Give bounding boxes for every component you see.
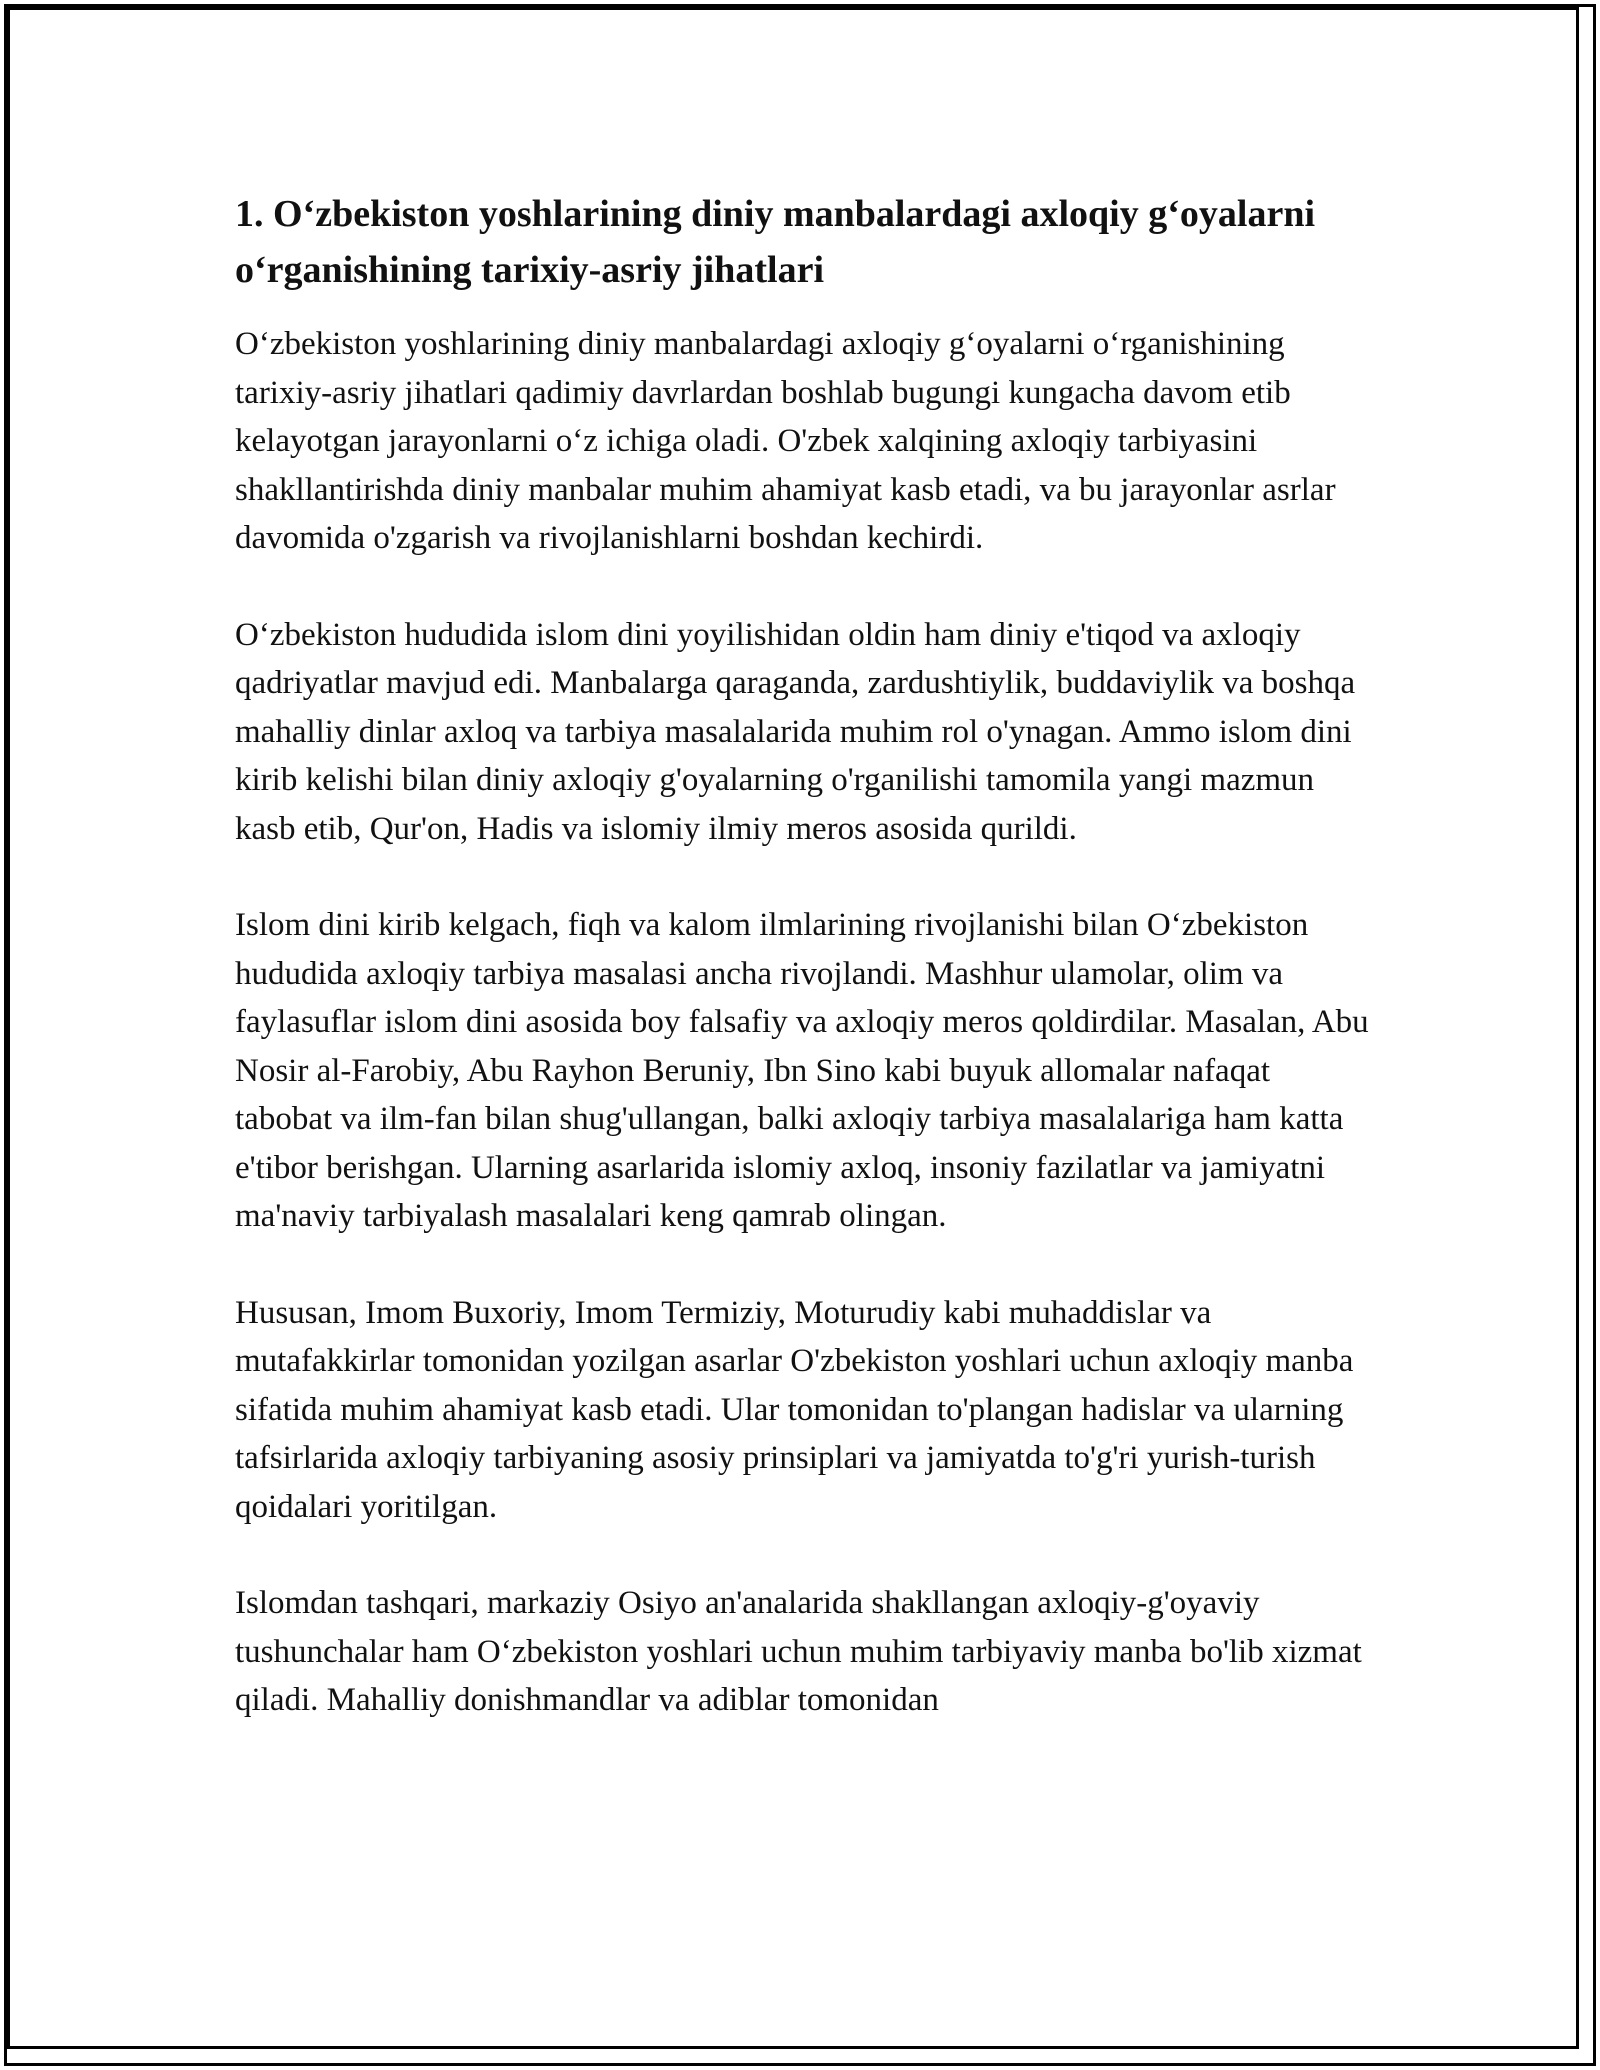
paragraph-5: Islomdan tashqari, markaziy Osiyo an'analarida shakllangan axloqiy-g'oyaviy tushunchalar ham O‘zbekiston yoshlari uchun muhim tarbiyaviy manba bo'lib xizmat qiladi. Mahalliy donishmandlar va adiblar tomonidan — [235, 1585, 1362, 1718]
paragraph-3: Islom dini kirib kelgach, fiqh va kalom ilmlarining rivojlanishi bilan O‘zbekiston hududida axloqiy tarbiya masalasi ancha rivojlandi. Mashhur ulamolar, olim va faylasuflar islom dini asosida boy falsafiy va axloqiy meros qoldirdilar. Masalan, Abu Nosir al-Farobiy, Abu Rayhon Beruniy, Ibn Sino kabi buyuk allomalar nafaqat tabobat va ilm-fan bilan shug'ullangan, balki axloqiy tarbiya masalalariga ham katta e'tibor berishgan. Ularning asarlarida islomiy axloq, insoniy fazilatlar va jamiyatni ma'naviy tarbiyalash masalalari keng qamrab olingan. — [235, 907, 1369, 1234]
section-heading: 1. O‘zbekiston yoshlarining diniy manbalardagi axloqiy g‘oyalarni o‘rganishining tarixiy-asriy jihatlari — [235, 193, 1316, 291]
paragraph-1: O‘zbekiston yoshlarining diniy manbalardagi axloqiy g‘oyalarni o‘rganishining tarixiy-asriy jihatlari qadimiy davrlardan boshlab bugungi kungacha davom etib kelayotgan jarayonlarni o‘z ichiga oladi. O'zbek xalqining axloqiy tarbiyasini shakllantirishda diniy manbalar muhim ahamiyat kasb etadi, va bu jarayonlar asrlar davomida o'zgarish va rivojlanishlarni boshdan kechirdi. — [235, 326, 1336, 556]
paragraph-4: Hususan, Imom Buxoriy, Imom Termiziy, Moturudiy kabi muhaddislar va mutafakkirlar tomonidan yozilgan asarlar O'zbekiston yoshlari uchun axloqiy manba sifatida muhim ahamiyat kasb etadi. Ular tomonidan to'plangan hadislar va ularning tafsirlarida axloqiy tarbiyaning asosiy prinsiplari va jamiyatda to'g'ri yurish-turish qoidalari yoritilgan. — [235, 1294, 1354, 1525]
paragraph-2: O‘zbekiston hududida islom dini yoyilishidan oldin ham diniy e'tiqod va axloqiy qadriyatlar mavjud edi. Manbalarga qaraganda, zardushtiylik, buddaviylik va boshqa mahalliy dinlar axloq va tarbiya masalalarida muhim rol o'ynagan. Ammo islom dini kirib kelishi bilan diniy axloqiy g'oyalarning o'rganilishi tamomila yangi mazmun kasb etib, Qur'on, Hadis va islomiy ilmiy meros asosida qurildi. — [235, 616, 1356, 847]
document-body — [235, 186, 1370, 1773]
